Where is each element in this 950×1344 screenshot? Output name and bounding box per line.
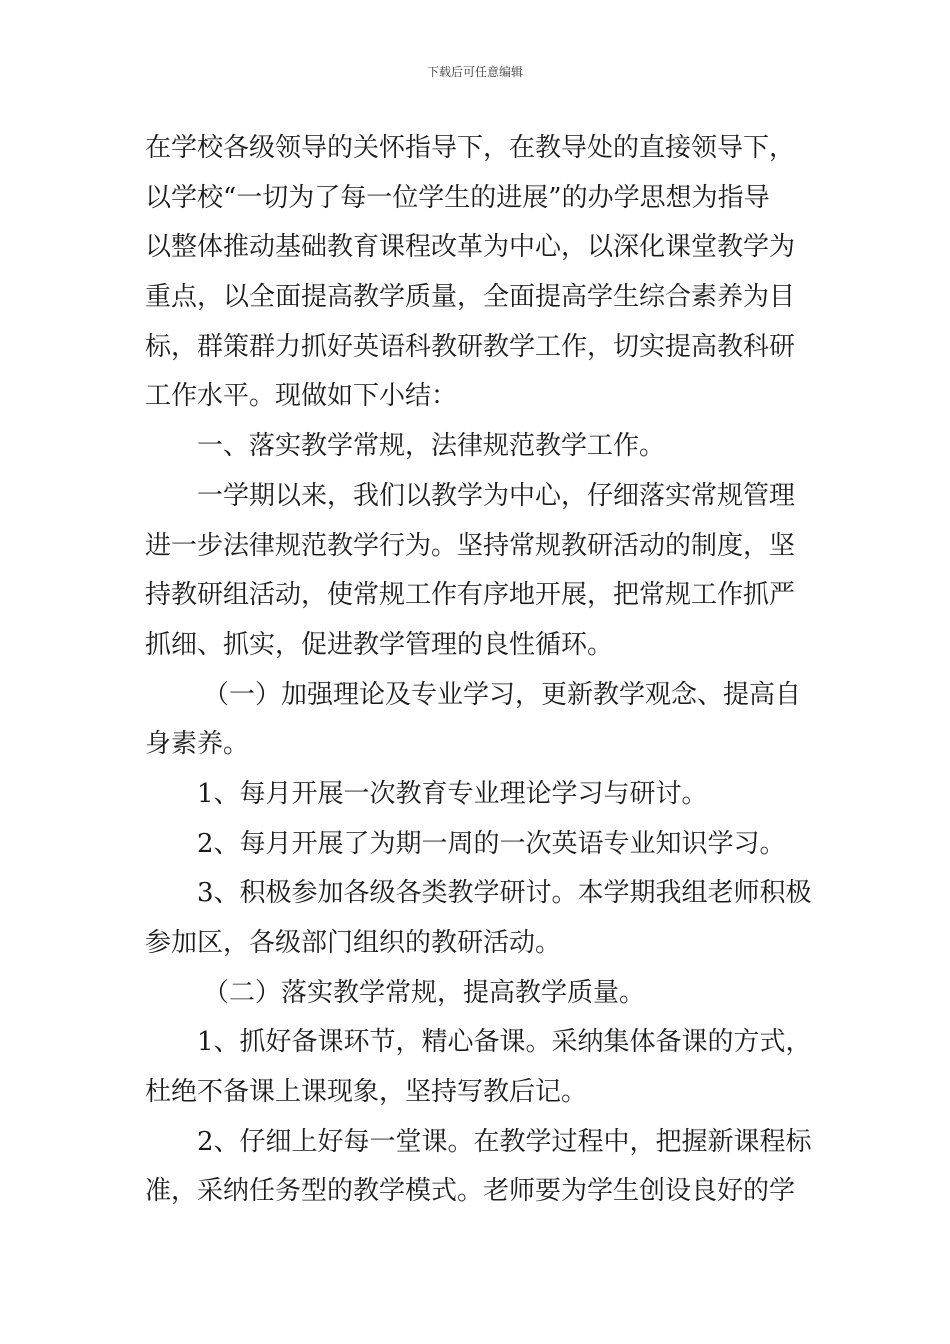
text-line: 标，群策群力抓好英语科教研教学工作，切实提高教科研 bbox=[145, 331, 796, 362]
text-line: 身素养。 bbox=[145, 729, 250, 760]
text-line: 杜绝不备课上课现象，坚持写教后记。 bbox=[145, 1077, 588, 1108]
text-line: 在学校各级领导的关怀指导下，在教导处的直接领导下， bbox=[145, 133, 796, 163]
subsection-heading: （二）落实教学常规，提高教学质量。 bbox=[203, 977, 646, 1008]
document-body bbox=[145, 124, 812, 1217]
list-item: 1、每月开展一次教育专业理论学习与研讨。 bbox=[197, 778, 708, 809]
text-line: 以整体推动基础教育课程改革为中心，以深化课堂教学为 bbox=[145, 232, 796, 263]
section-heading: 一、落实教学常规，法律规范教学工作。 bbox=[197, 431, 666, 462]
subsection-heading: （一）加强理论及专业学习，更新教学观念、提高自 bbox=[203, 679, 802, 710]
text-line: 以学校“一切为了每一位学生的进展”的办学思想为指导 bbox=[145, 182, 770, 213]
text-line: 参加区，各级部门组织的教研活动。 bbox=[145, 928, 562, 958]
list-item: 1、抓好备课环节，精心备课。采纳集体备课的方式， bbox=[197, 1027, 812, 1058]
text-line: 一学期以来，我们以教学为中心，仔细落实常规管理 bbox=[197, 480, 796, 511]
text-line: 持教研组活动，使常规工作有序地开展，把常规工作抓严 bbox=[145, 580, 796, 611]
text-line: 工作水平。现做如下小结： bbox=[145, 381, 458, 412]
list-item: 2、每月开展了为期一周的一次英语专业知识学习。 bbox=[197, 828, 786, 859]
list-item: 3、积极参加各级各类教学研讨。本学期我组老师积极 bbox=[197, 878, 812, 909]
page-header-note: 下载后可任意编辑 bbox=[426, 65, 523, 79]
list-item: 2、仔细上好每一堂课。在教学过程中，把握新课程标 bbox=[197, 1126, 812, 1157]
text-line: 进一步法律规范教学行为。坚持常规教研活动的制度，坚 bbox=[145, 530, 796, 561]
text-line: 准，采纳任务型的教学模式。老师要为学生创设良好的学 bbox=[145, 1176, 796, 1207]
text-line: 重点，以全面提高教学质量，全面提高学生综合素养为目 bbox=[145, 282, 796, 313]
text-line: 抓细、抓实，促进教学管理的良性循环。 bbox=[145, 629, 614, 660]
